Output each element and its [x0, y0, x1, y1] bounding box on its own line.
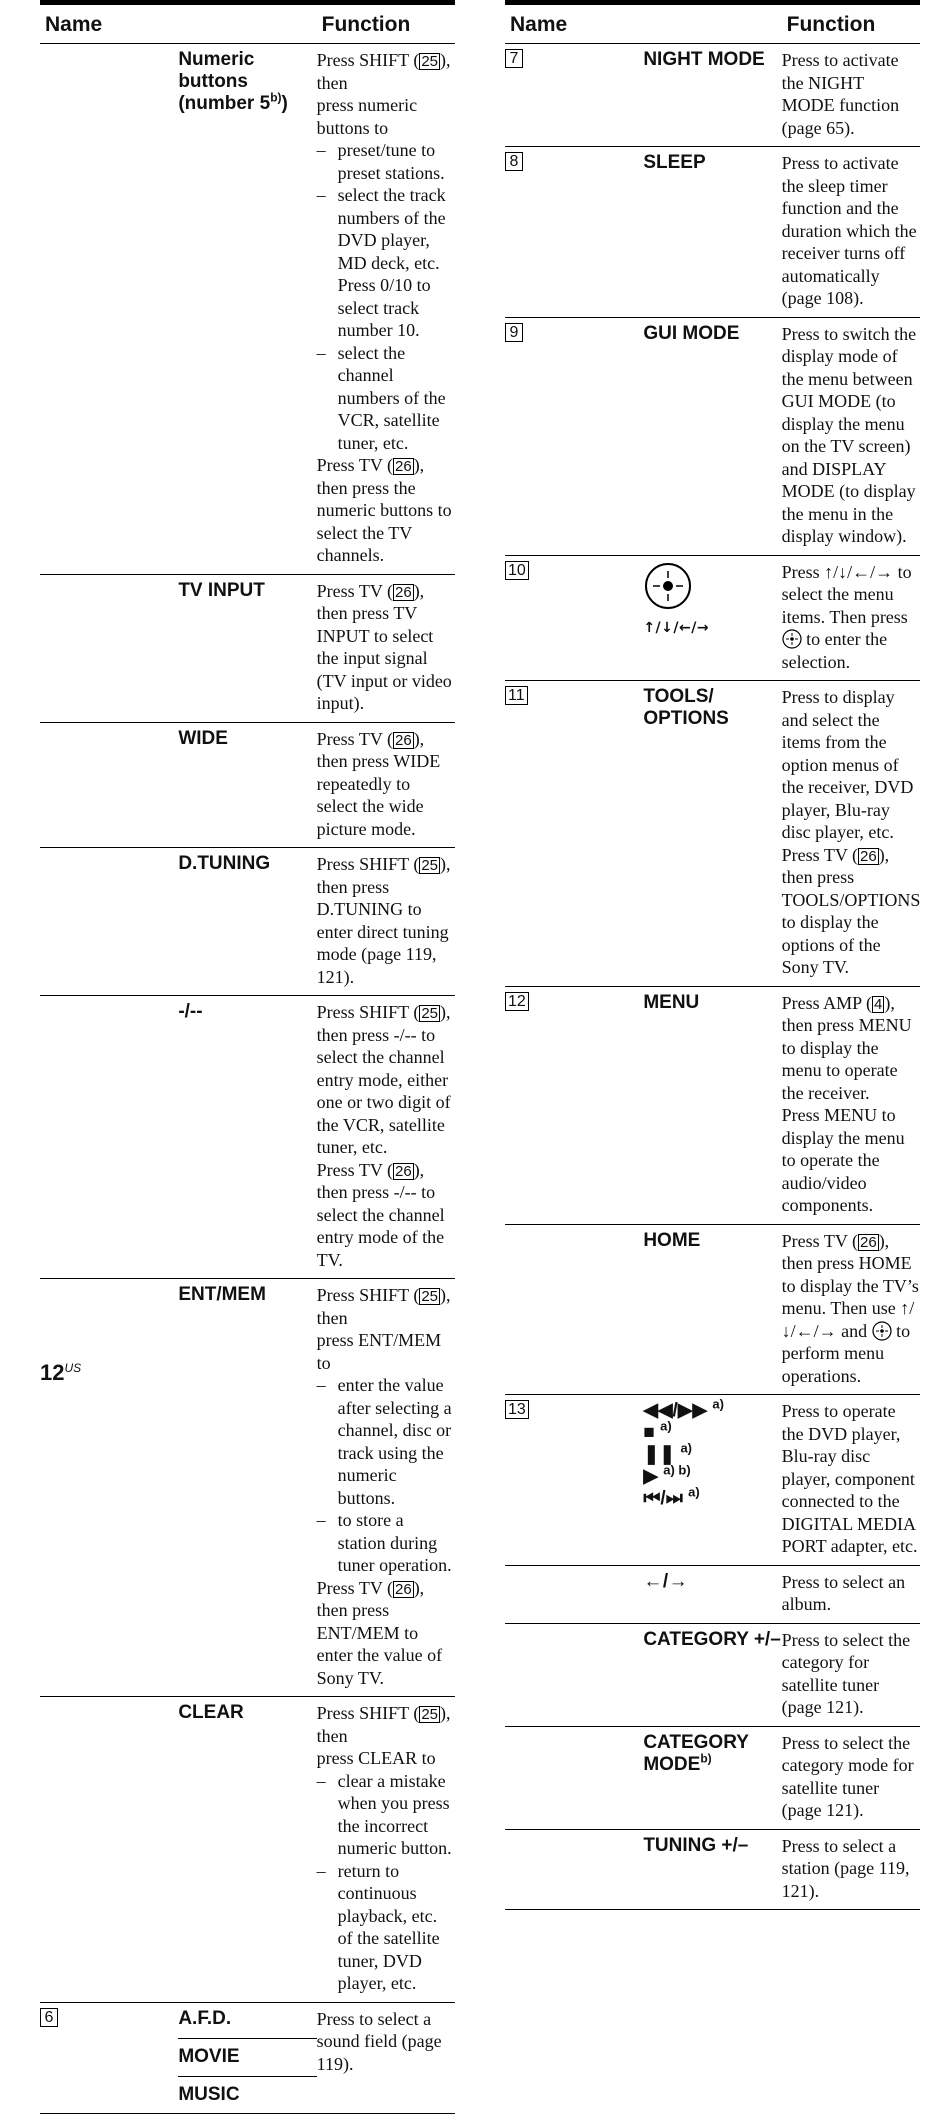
- page-number: $12^{US}$: [40, 1360, 82, 1385]
- stop-icon: ■: [643, 1422, 655, 1443]
- header-function: Function: [317, 3, 455, 44]
- row-function-gui: Press to switch the display mode of the menu between GUI MODE (to display the menu on the TV screen) and DISPLAY MODE (to display the menu in the display window).: [782, 317, 920, 555]
- table-row: [505, 681, 920, 987]
- row-function-catmode: Press to select the category mode for satellite tuner (page 121).: [782, 1726, 920, 1829]
- row-function-transport: Press to operate the DVD player, Blu-ray disc player, component connected to the DIGITAL MEDIA PORT adapter, etc.: [782, 1395, 920, 1566]
- table-row: [505, 1726, 920, 1829]
- row-name-dashdash: -/--: [178, 996, 316, 1279]
- row-name-tvinput: TV INPUT: [178, 574, 316, 722]
- row-function-entmem: Press SHIFT ( 25 ), then press ENT/MEM to – enter the value after selecting a channel, disc or track using the numeric buttons. – to store a station during tuner operation. Press TV ( 26 ), then press ENT/MEM to enter the value of Sony TV.: [317, 1279, 455, 1697]
- row-function-sleep: Press to activate the sleep timer function and the duration which the receiver turns off automatically (page 108).: [782, 147, 920, 318]
- item-number-badge: 6: [40, 2008, 58, 2027]
- function-table-left: [40, 0, 455, 2114]
- row-name-menu: MENU: [643, 986, 781, 1224]
- skip-icon: ⏮/⏭: [643, 1488, 683, 1509]
- row-name-category: CATEGORY +/–: [643, 1623, 781, 1726]
- table-row: [505, 1623, 920, 1726]
- right-column: [505, 0, 920, 1910]
- table-row: [40, 848, 455, 996]
- row-function-menu: Press AMP ( 4 ), then press MENU to display the menu to operate the receiver. Press MENU to display the menu to operate the audio/video components.: [782, 986, 920, 1224]
- row-function-dashdash: Press SHIFT ( 25 ), then press -/-- to select the channel entry mode, either one or two digit of the VCR, satellite tuner, etc. Press TV ( 26 ), then press -/-- to select the channel entry mode of the TV.: [317, 996, 455, 1279]
- row-name-clear: CLEAR: [178, 1697, 316, 2003]
- table-row: [40, 722, 455, 848]
- row-name-album: ←/→: [643, 1565, 781, 1623]
- row-name-cursor: [643, 555, 781, 681]
- table-row: [505, 1829, 920, 1910]
- row-function-category: Press to select the category for satellite tuner (page 121).: [782, 1623, 920, 1726]
- play-icon: ▶: [643, 1466, 658, 1487]
- left-column: [40, 0, 455, 2114]
- pause-icon: ❚❚: [643, 1444, 676, 1465]
- table-row: [505, 986, 920, 1224]
- item-number-badge: 8: [505, 152, 523, 171]
- enter-button-icon: [643, 561, 693, 611]
- item-number-badge: 10: [505, 561, 529, 580]
- table-row: [505, 147, 920, 318]
- row-name-gui: GUI MODE: [643, 317, 781, 555]
- item-number-badge: 7: [505, 49, 523, 68]
- item-number-badge: 13: [505, 1400, 529, 1419]
- row-name-afd: A.F.D. MOVIE MUSIC: [178, 2002, 316, 2113]
- row-function-cursor: Press ↑/↓/←/→ to select the menu items. Then press to enter the selection.: [782, 555, 920, 681]
- row-function-numeric: Press SHIFT ( 25 ), then press numeric buttons to – preset/tune to preset stations. – select the track numbers of the DVD player, MD deck, etc. Press 0/10 to select track number 10. – select the channel numbers of the VCR, satellite tuner, etc. Press TV ( 26 ), then press the numeric buttons to select the TV channels.: [317, 44, 455, 575]
- table-row: [40, 574, 455, 722]
- enter-icon: [872, 1321, 892, 1341]
- table-row: [505, 317, 920, 555]
- row-name-catmode: CATEGORY MODE$^{b)}$: [643, 1726, 781, 1829]
- row-name-home: HOME: [643, 1224, 781, 1395]
- row-name-tools: TOOLS/ OPTIONS: [643, 681, 781, 987]
- item-number-badge: 11: [505, 686, 528, 705]
- row-name-numeric: Numeric buttons (number 5$^{b)}$): [178, 44, 316, 575]
- row-name-tuning: TUNING +/–: [643, 1829, 781, 1910]
- enter-icon: [782, 629, 802, 649]
- row-function-album: Press to select an album.: [782, 1565, 920, 1623]
- row-function-wide: Press TV ( 26 ), then press WIDE repeatedly to select the wide picture mode.: [317, 722, 455, 848]
- table-row: [505, 555, 920, 681]
- row-function-clear: Press SHIFT ( 25 ), then press CLEAR to – clear a mistake when you press the incorrect numeric button. – return to continuous playback, etc. of the satellite tuner, DVD player, etc.: [317, 1697, 455, 2003]
- row-name-sleep: SLEEP: [643, 147, 781, 318]
- row-name-dtuning: D.TUNING: [178, 848, 316, 996]
- rewind-forward-icon: ◀◀/▶▶: [643, 1400, 708, 1421]
- function-table-right: [505, 0, 920, 1910]
- table-row: [40, 1697, 455, 2003]
- table-row: [505, 1395, 920, 1566]
- table-row: [505, 1565, 920, 1623]
- arrow-keys-label: ↑/↓/←/→: [643, 619, 710, 636]
- table-row: [40, 996, 455, 1279]
- row-name-entmem: ENT/MEM: [178, 1279, 316, 1697]
- table-row: [505, 1224, 920, 1395]
- row-name-night: NIGHT MODE: [643, 44, 781, 147]
- row-name-transport: ◀◀/▶▶ $^{a)}$ ■ $^{a)}$ ❚❚ $^{a)}$ ▶ $^{a) b)}$ ⏮/⏭ $^{a)}$: [643, 1395, 781, 1566]
- row-function-tuning: Press to select a station (page 119, 121).: [782, 1829, 920, 1910]
- row-function-afd: Press to select a sound field (page 119).: [317, 2002, 455, 2113]
- row-function-dtuning: Press SHIFT ( 25 ), then press D.TUNING to enter direct tuning mode (page 119, 121).: [317, 848, 455, 996]
- row-function-night: Press to activate the NIGHT MODE function (page 65).: [782, 44, 920, 147]
- item-number-badge: 9: [505, 323, 523, 342]
- table-row: [40, 2002, 455, 2113]
- item-number-badge: 12: [505, 992, 529, 1011]
- table-row: [40, 44, 455, 575]
- row-function-tvinput: Press TV ( 26 ), then press TV INPUT to select the input signal (TV input or video input).: [317, 574, 455, 722]
- header-name: Name: [40, 3, 317, 44]
- row-function-home: Press TV ( 26 ), then press HOME to display the TV’s menu. Then use ↑/↓/←/→ and to perform menu operations.: [782, 1224, 920, 1395]
- header-function: Function: [782, 3, 920, 44]
- header-name: Name: [505, 3, 782, 44]
- table-row: [505, 44, 920, 147]
- table-row: [40, 1279, 455, 1697]
- row-function-tools: Press to display and select the items from the option menus of the receiver, DVD player, Blu-ray disc player, etc. Press TV ( 26 ), then press TOOLS/OPTIONS to display the options of the Sony TV.: [782, 681, 920, 987]
- row-name-wide: WIDE: [178, 722, 316, 848]
